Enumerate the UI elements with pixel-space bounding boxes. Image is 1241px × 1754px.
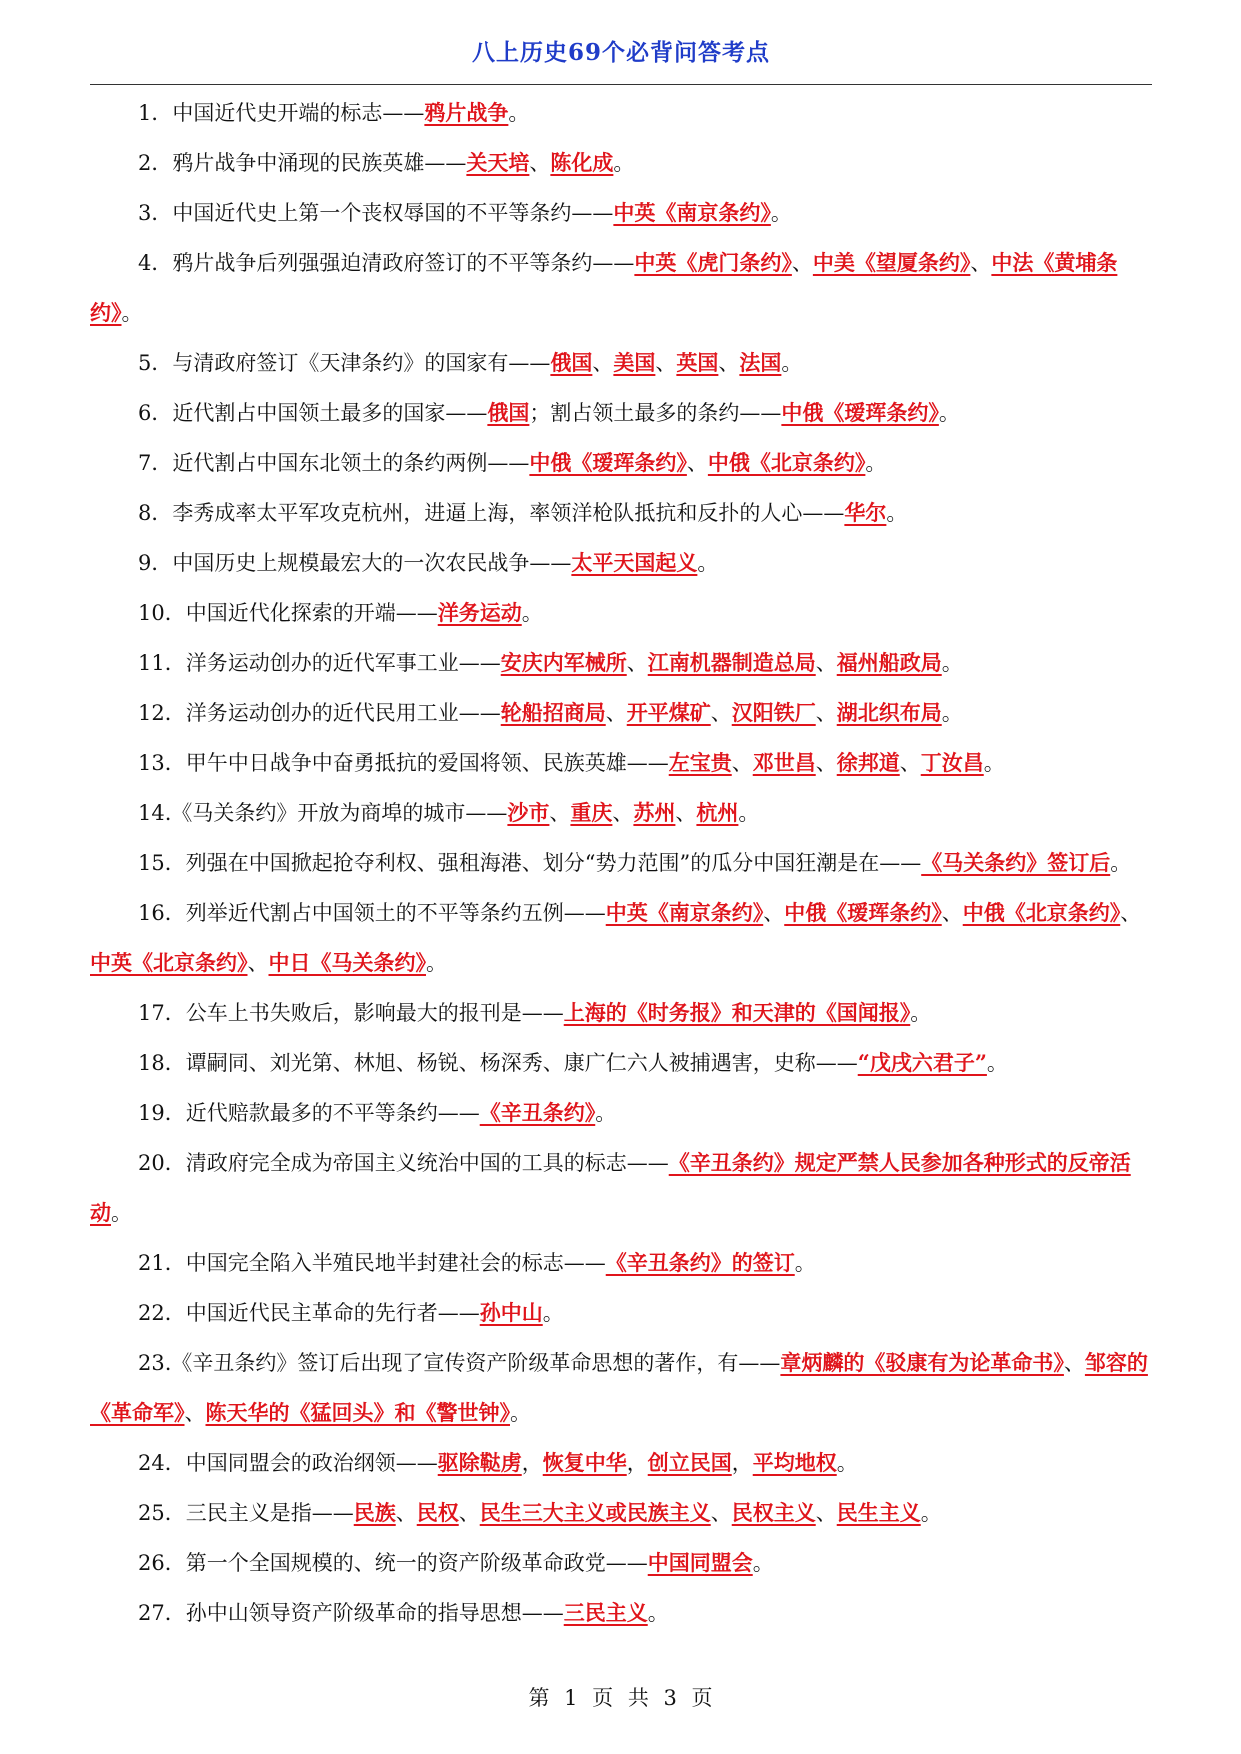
answer-text: 美国 [613,350,656,375]
question-text: 洋务运动创办的近代军事工业—— [185,651,501,675]
question-text: 。 [836,1451,858,1475]
answer-text: 中俄《瑷珲条约》 [784,900,942,925]
question-item [90,438,1152,488]
answer-text: 中英《北京条约》 [90,950,248,975]
answer-text: 邓世昌 [752,750,816,775]
answer-text: 中美《望厦条约》 [812,250,971,275]
question-number: 23. [138,1351,172,1375]
question-number: 13． [138,751,186,775]
answer-text: 恢复中华 [542,1450,627,1475]
question-text: 第一个全国规模的、统一的资产阶级革命政党—— [185,1551,648,1575]
question-text: 《辛丑条约》签订后出现了宣传资产阶级革命思想的著作，有—— [171,1351,781,1375]
question-text: 。 [111,1201,132,1225]
answer-text: 江南机器制造总局 [647,650,816,675]
answer-text: 湖北织布局 [836,700,942,725]
question-text: ， [731,1451,753,1475]
answer-text: 创立民国 [647,1450,732,1475]
question-number: 20． [138,1151,186,1175]
question-item [90,1038,1152,1088]
question-text: 、 [592,351,614,375]
question-number: 8． [138,501,173,525]
answer-text: 沙市 [507,800,550,825]
question-text: 与清政府签订《天津条约》的国家有—— [172,351,551,375]
question-text: 。 [508,101,530,125]
answer-text: 徐邦道 [836,750,900,775]
question-text: 。 [983,751,1005,775]
question-item [90,888,1152,988]
question-item [90,388,1152,438]
answer-text: 陈化成 [550,150,614,175]
answer-text: 汉阳铁厂 [731,700,816,725]
question-text: 。 [938,401,960,425]
question-number: 17． [138,1001,186,1025]
question-number: 1． [138,101,173,125]
question-number: 11． [138,651,186,675]
answer-text: 孙中山 [479,1300,543,1325]
answer-text: 轮船招商局 [500,700,606,725]
header-divider [90,84,1152,85]
question-text: 、 [899,751,921,775]
question-text: 。 [595,1101,617,1125]
question-number: 10． [138,601,186,625]
question-number: 3． [138,201,173,225]
question-text: 。 [613,151,635,175]
question-number: 24． [138,1451,186,1475]
answer-text: 中国同盟会 [647,1550,753,1575]
question-text: 、 [626,651,648,675]
answer-text: 丁汝昌 [920,750,984,775]
question-item [90,1238,1152,1288]
question-item [90,838,1152,888]
question-text: 列强在中国掀起抢夺利权、强租海港、划分“势力范围”的瓜分中国狂潮是在—— [185,851,922,875]
question-number: 22． [138,1301,186,1325]
answer-text: 法国 [739,350,782,375]
question-text: 。 [521,601,543,625]
question-number: 2． [138,151,173,175]
question-item [90,1438,1152,1488]
question-text: 、 [1063,1351,1085,1375]
answer-text: 章炳麟的《驳康有为论革命书》 [780,1350,1064,1375]
question-item [90,588,1152,638]
question-number: 9． [138,551,173,575]
answer-text: 中英《南京条约》 [613,200,771,225]
question-item [90,638,1152,688]
answer-text: 重庆 [570,800,613,825]
question-text: 。 [121,301,143,325]
question-text: 、 [791,251,813,275]
answer-text: 杭州 [696,800,739,825]
answer-text: 中英《南京条约》 [605,900,764,925]
question-text: 、 [612,801,634,825]
question-text: 、 [941,901,963,925]
question-text: 、 [970,251,992,275]
question-text: 中国近代化探索的开端—— [185,601,438,625]
question-text: 、 [655,351,677,375]
question-text: 鸦片战争中涌现的民族英雄—— [172,151,467,175]
answer-text: 苏州 [633,800,676,825]
question-text: 、 [247,951,269,975]
answer-text: 安庆内军械所 [500,650,627,675]
question-text: 。 [794,1251,816,1275]
question-number: 25． [138,1501,186,1525]
question-text: 。 [752,1551,774,1575]
question-text: 。 [1110,851,1132,875]
answer-text: 中俄《瑷珲条约》 [781,400,939,425]
question-text: 。 [986,1051,1008,1075]
answer-text: 民生三大主义或民族主义 [479,1500,711,1525]
question-text: 近代赔款最多的不平等条约—— [185,1101,480,1125]
question-text: 。 [770,201,792,225]
answer-text: 驱除鞑虏 [437,1450,522,1475]
answer-text: 陈天华的《猛回头》和《警世钟》 [205,1400,510,1425]
answer-text: 邹容的《革命军》 [90,1350,1148,1425]
question-number: 4． [138,251,173,275]
question-text: 公车上书失败后，影响最大的报刊是—— [185,1001,564,1025]
question-text: 、 [686,451,708,475]
question-text: 、 [458,1501,480,1525]
answer-text: 左宝贵 [668,750,732,775]
question-number: 26． [138,1551,186,1575]
question-item [90,1088,1152,1138]
question-item [90,1288,1152,1338]
question-number: 15． [138,851,186,875]
answer-text: 福州船政局 [836,650,942,675]
question-number: 12． [138,701,186,725]
question-item [90,188,1152,238]
answer-text: 民生主义 [836,1500,921,1525]
question-text: 。 [542,1301,564,1325]
question-text: 李秀成率太平军攻克杭州，进逼上海，率领洋枪队抵抗和反扑的人心—— [172,501,845,525]
question-text: 。 [426,951,447,975]
question-text: 。 [941,701,963,725]
page-title: 八上历史69个必背问答考点 [471,39,770,66]
question-number: 5． [138,351,173,375]
question-text: ；割占领土最多的条约—— [529,401,782,425]
page-number: 第 1 页 共 3 页 [528,1686,713,1710]
answer-text: 三民主义 [563,1600,648,1625]
answer-text: 民族 [353,1500,396,1525]
question-text: 列举近代割占中国领土的不平等条约五例—— [185,901,606,925]
question-text: 、 [815,701,837,725]
answer-text: 俄国 [550,350,593,375]
answer-text: 中俄《北京条约》 [707,450,866,475]
question-text: 《马关条约》开放为商埠的城市—— [171,801,508,825]
question-text: 中国同盟会的政治纲领—— [185,1451,438,1475]
question-item [90,1138,1152,1238]
question-text: 、 [605,701,627,725]
question-text: 、 [731,751,753,775]
question-number: 14. [138,801,172,825]
question-item [90,1338,1152,1438]
question-text: 。 [697,551,719,575]
question-text: 中国历史上规模最宏大的一次农民战争—— [172,551,572,575]
question-text: 。 [910,1001,932,1025]
answer-text: 中英《虎门条约》 [634,250,792,275]
question-text: 、 [184,1401,206,1425]
question-text: 。 [510,1401,531,1425]
question-text: 、 [549,801,571,825]
question-item [90,338,1152,388]
answer-text: 《马关条约》签订后 [921,850,1111,875]
question-text: 谭嗣同、刘光第、林旭、杨锐、杨深秀、康广仁六人被捕遇害，史称—— [185,1051,858,1075]
answer-text: 关天培 [466,150,530,175]
question-text: 三民主义是指—— [185,1501,354,1525]
question-number: 21． [138,1251,186,1275]
question-item [90,788,1152,838]
answer-text: 太平天国起义 [571,550,698,575]
question-item [90,538,1152,588]
answer-text: 开平煤矿 [626,700,711,725]
question-item [90,88,1152,138]
question-text: 、 [1120,901,1142,925]
question-text: 中国完全陷入半殖民地半封建社会的标志—— [185,1251,606,1275]
answer-text: 民权 [416,1500,459,1525]
question-item [90,738,1152,788]
answer-text: 洋务运动 [437,600,522,625]
question-text: 近代割占中国东北领土的条约两例—— [172,451,530,475]
answer-text: 《辛丑条约》的签订 [605,1250,795,1275]
question-item [90,488,1152,538]
question-text: 孙中山领导资产阶级革命的指导思想—— [185,1601,564,1625]
question-text: 。 [865,451,887,475]
question-number: 7． [138,451,173,475]
question-text: 。 [738,801,760,825]
question-number: 27． [138,1601,186,1625]
question-item [90,238,1152,338]
question-text: 、 [395,1501,417,1525]
question-number: 19． [138,1101,186,1125]
answer-text: 上海的《时务报》和天津的《国闻报》 [563,1000,911,1025]
question-item [90,988,1152,1038]
question-list [90,88,1152,1638]
question-item [90,688,1152,738]
answer-text: 英国 [676,350,719,375]
answer-text: 华尔 [844,500,887,525]
question-text: ， [626,1451,648,1475]
answer-text: 民权主义 [731,1500,816,1525]
answer-text: 中俄《北京条约》 [962,900,1121,925]
question-text: 、 [815,751,837,775]
answer-text: 《辛丑条约》 [479,1100,596,1125]
question-text: ， [521,1451,543,1475]
question-text: 中国近代史开端的标志—— [172,101,425,125]
answer-text: 《辛丑条约》规定严禁人民参加各种形式的反帝活动 [90,1150,1131,1225]
question-number: 16． [138,901,186,925]
question-text: 、 [815,651,837,675]
question-text: 、 [718,351,740,375]
question-item [90,1538,1152,1588]
question-item [90,1588,1152,1638]
question-text: 中国近代民主革命的先行者—— [185,1301,480,1325]
answer-text: 中法《黄埔条约》 [90,250,1118,325]
answer-text: 平均地权 [752,1450,837,1475]
question-number: 18． [138,1051,186,1075]
answer-text: 鸦片战争 [424,100,509,125]
question-item [90,138,1152,188]
question-text: 、 [815,1501,837,1525]
question-number: 6． [138,401,173,425]
question-text: 中国近代史上第一个丧权辱国的不平等条约—— [172,201,614,225]
question-text: 清政府完全成为帝国主义统治中国的工具的标志—— [185,1151,669,1175]
answer-text: 俄国 [487,400,530,425]
question-text: 洋务运动创办的近代民用工业—— [185,701,501,725]
answer-text: 中俄《瑷珲条约》 [529,450,687,475]
question-text: 。 [781,351,803,375]
question-text: 、 [529,151,551,175]
question-text: 、 [763,901,785,925]
question-text: 鸦片战争后列强强迫清政府签订的不平等条约—— [172,251,635,275]
question-text: 。 [886,501,908,525]
answer-text: “戊戌六君子” [857,1050,987,1075]
question-item [90,1488,1152,1538]
question-text: 近代割占中国领土最多的国家—— [172,401,488,425]
question-text: 、 [710,1501,732,1525]
question-text: 、 [710,701,732,725]
answer-text: 中日《马关条约》 [268,950,426,975]
question-text: 、 [675,801,697,825]
question-text: 甲午中日战争中奋勇抵抗的爱国将领、民族英雄—— [185,751,669,775]
question-text: 。 [647,1601,669,1625]
question-text: 。 [941,651,963,675]
question-text: 。 [920,1501,942,1525]
